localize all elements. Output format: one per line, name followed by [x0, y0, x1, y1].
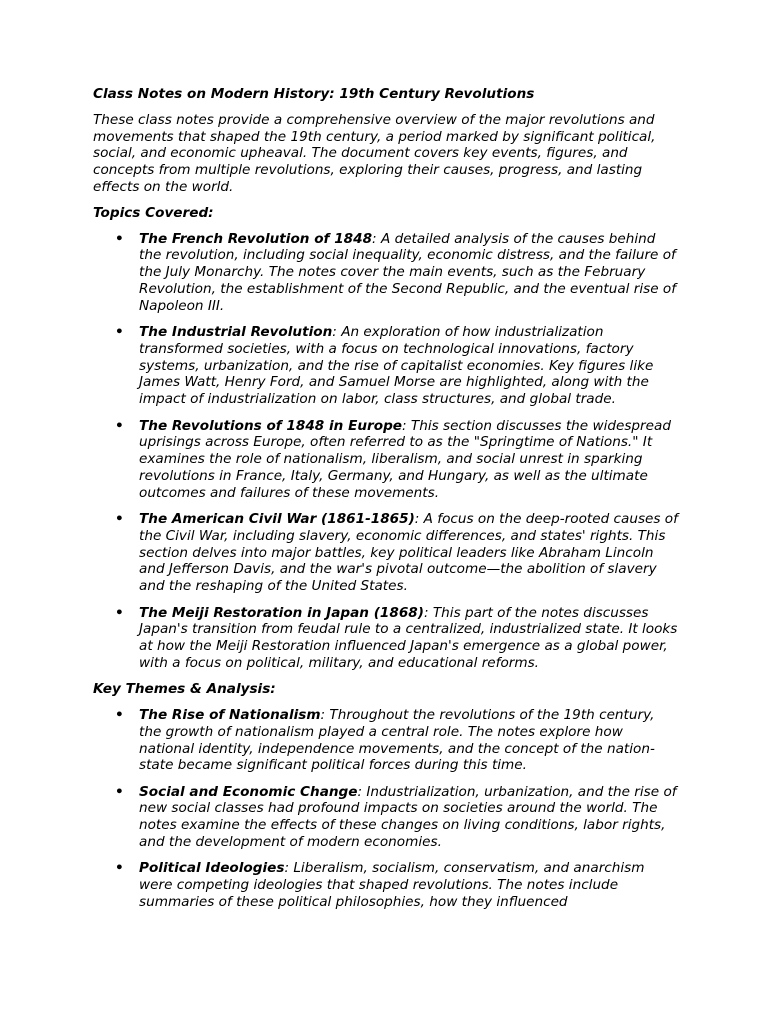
- bullet-icon: •: [115, 511, 124, 528]
- topic-term: The American Civil War (1861-1865): [139, 511, 415, 528]
- bullet-icon: •: [115, 230, 124, 247]
- topics-heading: Topics Covered:: [93, 204, 214, 221]
- topic-item-french-revolution: [93, 231, 681, 315]
- topic-text: : This section discusses the widespread uprisings across Europe, often referred to as the "Springtime of Nations." It examines the role of nationalism, liberalism, and social unrest in sparking revolutions in France, Italy, Germany, and Hungary, as well as the ultimate outcomes and failures of these movements.: [139, 417, 671, 501]
- topic-item-industrial-revolution: [93, 324, 681, 408]
- topic-text: : An exploration of how industrialization transformed societies, with a focus on technological innovations, factory systems, urbanization, and the rise of capitalist economies. Key figures like James Watt, Henry Ford, and Samuel Morse are highlighted, along with the impact of industrialization on labor, class structures, and global trade.: [139, 324, 654, 408]
- bullet-icon: •: [115, 783, 124, 800]
- topic-item-american-civil-war: [93, 511, 681, 595]
- theme-item-political-ideologies: [93, 860, 681, 910]
- theme-text: : Throughout the revolutions of the 19th century, the growth of nationalism played a central role. The notes explore how national identity, independence movements, and the concept of the nation-state became significant political forces during this time.: [139, 707, 655, 774]
- themes-heading: Key Themes & Analysis:: [93, 681, 276, 698]
- theme-term: Political Ideologies: [139, 860, 285, 877]
- document-page: [93, 86, 681, 920]
- theme-text: : Liberalism, socialism, conservatism, and anarchism were competing ideologies that shaped revolutions. The notes include summaries of these political philosophies, how they influenced: [139, 860, 645, 910]
- topics-list: [93, 231, 681, 672]
- bullet-icon: •: [115, 417, 124, 434]
- theme-text: : Industrialization, urbanization, and the rise of new social classes had profound impacts on societies around the world. The notes examine the effects of these changes on living conditions, labor rights, and the development of modern economies.: [139, 783, 677, 851]
- topic-term: The Revolutions of 1848 in Europe: [139, 417, 403, 434]
- document-title: Class Notes on Modern History: 19th Century Revolutions: [93, 86, 535, 102]
- theme-item-nationalism: [93, 707, 681, 774]
- topic-text: : This part of the notes discusses Japan's transition from feudal rule to a centralized, industrialized state. It looks at how the Meiji Restoration influenced Japan's emergence as a global power, with a focus on political, military, and educational reforms.: [139, 604, 678, 671]
- theme-term: Social and Economic Change: [139, 783, 358, 800]
- topic-term: The Industrial Revolution: [139, 324, 333, 341]
- theme-term: The Rise of Nationalism: [139, 707, 321, 723]
- topic-term: The Meiji Restoration in Japan (1868): [139, 604, 424, 621]
- themes-list: [93, 707, 681, 911]
- bullet-icon: •: [115, 860, 124, 877]
- intro-paragraph: These class notes provide a comprehensive overview of the major revolutions and movements that shaped the 19th century, a period marked by significant political, social, and economic upheaval. The document covers key events, figures, and concepts from multiple revolutions, exploring their causes, progress, and lasting effects on the world.: [93, 111, 656, 195]
- topic-text: : A focus on the deep-rooted causes of the Civil War, including slavery, economic differences, and states' rights. This section delves into major battles, key political leaders like Abraham Lincoln and Jefferson Davis, and the war's pivotal outcome—the abolition of slavery and the reshaping of the United States.: [139, 511, 678, 595]
- topic-item-revolutions-1848: [93, 418, 681, 502]
- theme-item-social-economic-change: [93, 784, 681, 851]
- bullet-icon: •: [115, 707, 124, 723]
- bullet-icon: •: [115, 604, 124, 621]
- topic-term: The French Revolution of 1848: [139, 230, 373, 247]
- topic-item-meiji-restoration: [93, 605, 681, 672]
- bullet-icon: •: [115, 324, 124, 341]
- topic-text: : A detailed analysis of the causes behind the revolution, including social inequality, economic distress, and the failure of the July Monarchy. The notes cover the main events, such as the February Revolution, the establishment of the Second Republic, and the eventual rise of Napoleon III.: [139, 230, 677, 314]
